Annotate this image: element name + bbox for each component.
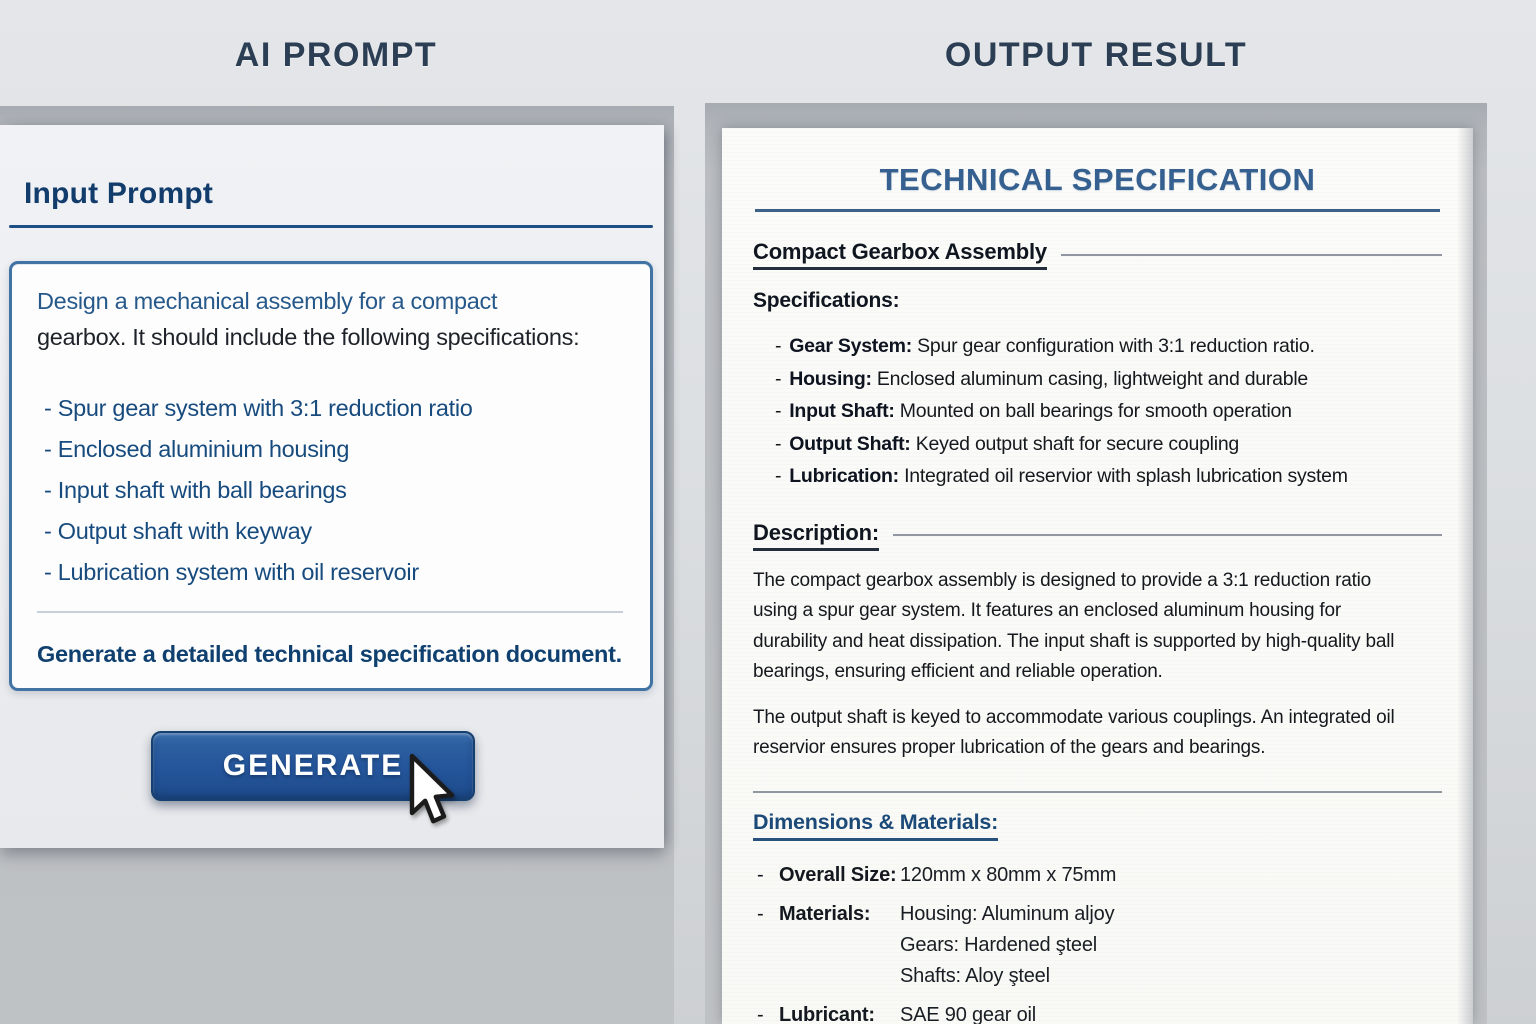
right-column-title: OUTPUT RESULT [944,36,1248,74]
prompt-divider [37,611,623,613]
material-line: Shafts: Aloy şteel [900,964,1050,987]
material-line: Gears: Hardened şteel [900,933,1098,956]
dimension-value: 120mm x 80mm x 75mm [900,863,1117,886]
document-title: TECHNICAL SPECIFICATION [879,162,1316,197]
prompt-requirement: - Lubrication system with oil reservoir [44,559,419,585]
spec-item: - Lubrication: Integrated oil reservior with splash lubrication system [775,465,1348,487]
prompt-requirement: - Input shaft with ball bearings [44,477,347,503]
dimensions-heading: Dimensions & Materials: [753,810,998,841]
spec-item-label: Input Shaft: [789,400,895,422]
description-heading-rule [893,534,1442,536]
spec-document [722,128,1473,1024]
document-title-underline [755,209,1440,212]
dimension-label: Materials: [779,902,871,925]
specifications-heading: Specifications: [753,289,900,312]
description-paragraph: The output shaft is keyed to accommodate various couplings. An integrated oil reservior ensures proper lubrication of the gears and bearings. [753,706,1395,758]
spec-item-text: Enclosed aluminum casing, lightweight and durable [876,367,1309,390]
assembly-section-header [753,239,1442,270]
spec-item: - Output Shaft: Keyed output shaft for secure coupling [775,432,1240,455]
specifications-list [753,330,1442,493]
prompt-requirement: - Enclosed aluminium housing [44,436,350,462]
dimension-label: Overall Size: [779,863,897,886]
assembly-heading-rule [1061,254,1442,256]
prompt-input-box[interactable] [9,261,653,691]
prompt-requirement: - Spur gear system with 3:1 reduction ratio [44,395,473,421]
description-heading: Description: [753,520,879,551]
dimension-row: - Overall Size: 120mm x 80mm x 75mm [753,860,1442,891]
spec-item-label: Lubrication: [789,465,899,487]
material-line: Housing: Aluminum aljoy [900,902,1115,925]
spec-item-text: Keyed output shaft for secure coupling [915,432,1240,455]
description-paragraph: The compact gearbox assembly is designed to provide a 3:1 reduction ratio using a spur gear system. It features an enclosed aluminum housing for durability and heat dissipation. The input shaft is supported by high-quality ball bearings, ensuring efficient and reliable operation. [753,569,1395,682]
spec-item-label: Housing: [789,367,872,390]
spec-item-text: Mounted on ball bearings for smooth operation [899,400,1292,422]
dimension-row: - Lubricant: SAE 90 gear oil [753,1000,1442,1024]
prompt-instruction: Generate a detailed technical specification document. [37,641,622,667]
assembly-heading: Compact Gearbox Assembly [753,239,1047,270]
dimension-value: SAE 90 gear oil [900,1003,1036,1024]
dimension-value [900,899,1114,992]
spec-item-text: Integrated oil reservior with splash lubrication system [904,465,1348,487]
dimension-label: Lubricant: [779,1003,875,1024]
prompt-panel [0,125,664,848]
prompt-requirements-list [37,393,625,587]
output-canvas [705,103,1487,1024]
spec-item-text: Spur gear configuration with 3:1 reduction ratio. [917,335,1315,357]
description-section-header [753,520,1442,551]
input-prompt-heading: Input Prompt [24,177,214,210]
prompt-text-line: Design a mechanical assembly for a compact [37,288,498,314]
section-divider [753,791,1442,793]
spec-item: - Gear System: Spur gear configuration with 3:1 reduction ratio. [775,335,1315,357]
spec-item: - Input Shaft: Mounted on ball bearings for smooth operation [775,400,1292,422]
prompt-text-line: gearbox. It should include the following specifications: [37,324,580,350]
spec-item-label: Gear System: [789,335,912,357]
dimensions-list [753,860,1442,1024]
prompt-canvas [0,106,674,1024]
input-prompt-underline [9,225,653,228]
spec-item-label: Output Shaft: [789,432,911,455]
dimension-row: - Materials: Housing: Aluminum aljoy Gears: Hardened şteel Shafts: Aloy şteel [753,899,1442,992]
generate-button[interactable]: GENERATE [151,731,475,801]
prompt-requirement: - Output shaft with keyway [44,518,312,544]
spec-item: - Housing: Enclosed aluminum casing, lightweight and durable [775,367,1309,390]
left-column-title: AI PROMPT [234,36,438,74]
